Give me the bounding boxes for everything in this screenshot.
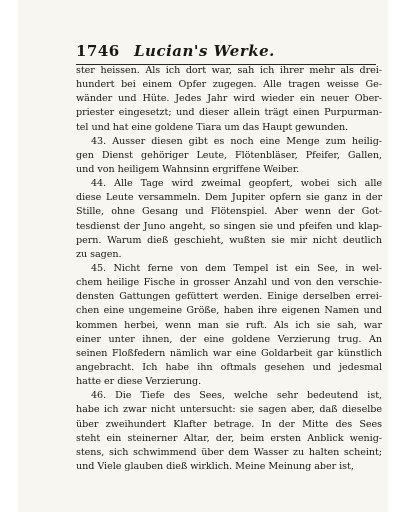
text-line: zu sagen.: [76, 248, 122, 260]
text-line: 43. Ausser diesen gibt es noch eine Menge zum heilig-: [91, 135, 382, 147]
text-line: kommen herbei, wenn man sie ruft. Als ich sie sah, war: [76, 319, 382, 331]
text-line: chen eine ungemeine Größe, haben ihre eigenen Namen und: [76, 305, 382, 317]
book-page: [18, 0, 388, 512]
text-line: und Viele glauben dieß wirklich. Meine Meinung aber ist,: [76, 460, 354, 472]
text-line: 44. Alle Tage wird zweimal geopfert, wobei sich alle: [91, 178, 382, 190]
text-line: diese Leute versammeln. Dem Jupiter opfern sie ganz in der: [76, 192, 382, 204]
running-title: Lucian's Werke.: [134, 42, 275, 60]
paragraph: [76, 135, 382, 177]
text-line: seinen Floßfedern nämlich war eine Goldarbeit gar künstlich: [76, 347, 382, 359]
text-line: hundert bei einem Opfer zugegen. Alle tragen weisse Ge-: [76, 79, 382, 91]
paragraph: [76, 64, 382, 135]
page-number: 1746: [76, 42, 120, 60]
text-line: hatte er diese Verzierung.: [76, 376, 202, 388]
text-line: stens, sich schwimmend über dem Wasser zu halten scheint;: [76, 446, 382, 458]
text-line: steht ein steinerner Altar, der, beim ersten Anblick wenig-: [76, 432, 382, 444]
text-line: tesdienst der Juno angeht, so singen sie und pfeifen und klap-: [76, 220, 382, 232]
page-header: [76, 40, 376, 66]
paragraph: [76, 262, 382, 389]
text-line: wänder und Hüte. Jedes Jahr wird wieder ein neuer Ober-: [76, 93, 382, 105]
text-line: gen Dienst gehöriger Leute, Flötenbläser, Pfeifer, Gallen,: [76, 149, 382, 161]
text-line: priester eingesetzt; und dieser allein trägt einen Purpurman-: [76, 107, 382, 119]
text-line: densten Gattungen gefüttert werden. Einige derselben errei-: [76, 291, 382, 303]
body-text: [76, 64, 382, 474]
text-line: ster heissen. Als ich dort war, sah ich ihrer mehr als drei-: [76, 65, 382, 76]
paragraph: [76, 389, 382, 474]
text-line: pern. Warum dieß geschieht, wußten sie mir nicht deutlich: [76, 234, 382, 246]
paragraph: [76, 177, 382, 262]
text-line: angebracht. Ich habe ihn oftmals gesehen und jedesmal: [76, 361, 382, 373]
text-line: habe ich zwar nicht untersucht: sie sagen aber, daß dieselbe: [76, 404, 382, 416]
text-line: einer unter ihnen, der eine goldene Verzierung trug. An: [76, 333, 382, 345]
text-line: und von heiligem Wahnsinn ergriffene Weiber.: [76, 163, 300, 175]
text-line: 46. Die Tiefe des Sees, welche sehr bedeutend ist,: [91, 390, 382, 402]
text-line: tel und hat eine goldene Tiara um das Haupt gewunden.: [76, 121, 349, 133]
text-line: 45. Nicht ferne von dem Tempel ist ein See, in wel-: [91, 262, 382, 274]
text-line: über zweihundert Klafter betrage. In der Mitte des Sees: [76, 418, 382, 430]
text-line: chem heilige Fische in grosser Anzahl und von den verschie-: [76, 277, 382, 289]
text-line: Stille, ohne Gesang und Flötenspiel. Aber wenn der Got-: [76, 206, 382, 218]
